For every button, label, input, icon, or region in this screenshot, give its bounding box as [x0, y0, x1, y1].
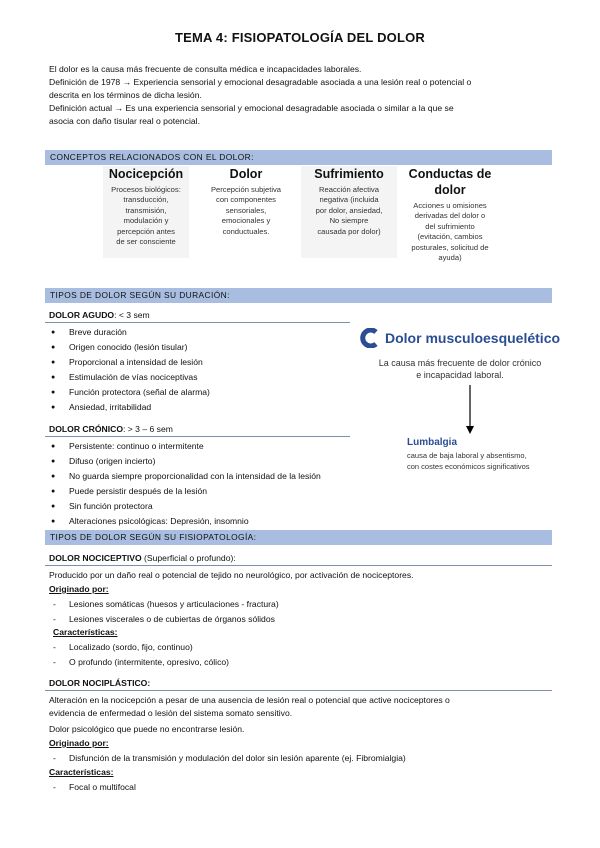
intro-line: El dolor es la causa más frecuente de consulta médica e incapacidades laborales.: [49, 64, 362, 74]
concept-line: modulación y: [123, 216, 169, 226]
concept-line: transducción,: [123, 195, 169, 205]
msk-title: Dolor musculoesquelético: [385, 330, 561, 346]
list-item: ● Persistente: continuo o intermitente: [47, 439, 321, 454]
list-item: ● Difuso (origen incierto): [47, 454, 321, 469]
concept-line: derivadas del dolor o: [414, 211, 486, 221]
nociceptive-heading-label: DOLOR NOCICEPTIVO: [49, 553, 142, 563]
list-item: ● Proporcional a intensidad de lesión: [47, 355, 210, 370]
concept-line: de ser consciente: [116, 237, 176, 247]
concept-line: (evitación, cambios: [417, 232, 483, 242]
nociplastic-origin-label: Originado por:: [49, 738, 109, 748]
concept-line: No siempre: [329, 216, 369, 226]
acute-heading: [49, 309, 150, 322]
concept-line: percepción antes: [117, 226, 175, 236]
msk-logo-icon: [360, 328, 380, 348]
nociceptive-underline: [45, 565, 552, 566]
msk-subtitle: [355, 357, 565, 381]
chronic-heading-range: : > 3 – 6 sem: [123, 424, 173, 434]
nociplastic-desc-line: evidencia de enfermedad o lesión del sistema somato sensitivo.: [49, 708, 293, 718]
nociplastic-underline: [45, 690, 552, 691]
chronic-list: [47, 439, 321, 529]
list-item: ● Breve duración: [47, 325, 210, 340]
acute-heading-label: DOLOR AGUDO: [49, 310, 115, 320]
concept-card-dolor: [198, 166, 294, 237]
section-header-duration: TIPOS DE DOLOR SEGÚN SU DURACIÓN:: [45, 288, 552, 303]
nociplastic-features-label: Características:: [49, 767, 114, 777]
concept-card-conductas: [402, 166, 498, 263]
nociceptive-origin-label: Originado por:: [49, 584, 109, 594]
chronic-underline: [45, 436, 350, 437]
acute-heading-range: : < 3 sem: [114, 310, 150, 320]
msk-subtitle-line: e incapacidad laboral.: [416, 370, 504, 380]
concept-line: conductuales.: [222, 226, 270, 236]
list-item: - Focal o multifocal: [47, 780, 136, 795]
msk-subtitle-line: La causa más frecuente de dolor crónico: [378, 358, 542, 368]
intro-line: asocia con daño tisular real o potencial.: [49, 116, 200, 126]
concept-line: negativa (incluida: [319, 195, 379, 205]
concept-line: emocionales y: [221, 216, 271, 226]
concept-line: causada por dolor): [317, 226, 381, 236]
list-item: - Localizado (sordo, fijo, continuo): [47, 640, 229, 655]
lumbalgia-line: con costes económicos significativos: [407, 461, 530, 471]
nociplastic-origin-list: [47, 751, 406, 766]
nociceptive-features-list: [47, 640, 229, 669]
nociceptive-heading-rest: (Superficial o profundo):: [141, 553, 236, 563]
concept-line: Reacción afectiva: [319, 185, 379, 194]
intro-paragraph: [49, 63, 471, 128]
list-item: - O profundo (intermitente, opresivo, cólico): [47, 655, 229, 670]
concept-card-sufrimiento: [301, 166, 397, 258]
list-item: - Lesiones somáticas (huesos y articulaciones - fractura): [47, 597, 279, 612]
concept-line: del sufrimiento: [425, 221, 475, 231]
acute-list: [47, 325, 210, 415]
list-item: - Lesiones viscerales o de cubiertas de órganos sólidos: [47, 612, 279, 627]
list-item: - Disfunción de la transmisión y modulación del dolor sin lesión aparente (ej. Fibromialgia): [47, 751, 406, 766]
concept-line: sensoriales,: [225, 205, 267, 215]
chronic-heading-label: DOLOR CRÓNICO: [49, 424, 123, 434]
concept-line: posturales, solicitud de: [411, 242, 489, 252]
concept-line: transmisión,: [125, 205, 167, 215]
concept-heading: Dolor: [229, 167, 263, 181]
intro-line: Definición actual → Es una experiencia sensorial y emocional desagradable asociada o similar a la que se: [49, 103, 454, 113]
nociplastic-desc-line: Alteración en la nocicepción a pesar de una ausencia de lesión real o potencial que active nociceptores o: [49, 695, 450, 705]
lumbalgia-line: causa de baja laboral y absentismo,: [407, 451, 527, 460]
chronic-heading: [49, 423, 173, 436]
nociceptive-origin-list: [47, 597, 279, 626]
concept-line: Percepción subjetiva: [210, 185, 282, 194]
down-arrow-icon: [465, 385, 475, 435]
lumbalgia-desc: [407, 451, 530, 472]
concept-heading-line: Conductas de: [408, 167, 492, 181]
section-header-concepts: CONCEPTOS RELACIONADOS CON EL DOLOR:: [45, 150, 552, 165]
nociplastic-note: Dolor psicológico que puede no encontrarse lesión.: [49, 724, 245, 734]
page-title: TEMA 4: FISIOPATOLOGÍA DEL DOLOR: [174, 30, 426, 45]
concept-heading-line: dolor: [434, 183, 466, 197]
concept-card-nocicepcion: [103, 166, 189, 258]
list-item: ● Origen conocido (lesión tisular): [47, 340, 210, 355]
acute-underline: [45, 322, 350, 323]
list-item: ● Alteraciones psicológicas: Depresión, insomnio: [47, 514, 321, 529]
nociceptive-features-label: Características:: [53, 627, 118, 637]
nociplastic-desc: [49, 694, 450, 720]
intro-line: Definición de 1978 → Experiencia sensorial y emocional desagradable asociada a una lesión real o potencial o: [49, 77, 472, 87]
nociplastic-heading: DOLOR NOCIPLÁSTICO:: [49, 678, 151, 688]
concept-heading: Sufrimiento: [314, 167, 384, 181]
nociceptive-heading: [49, 552, 236, 565]
concept-heading: Nocicepción: [108, 167, 184, 181]
lumbalgia-title: Lumbalgia: [407, 437, 458, 448]
concept-heading: [402, 166, 498, 198]
concept-line: con componentes: [216, 195, 276, 205]
list-item: ● Puede persistir después de la lesión: [47, 484, 321, 499]
nociceptive-desc: Producido por un daño real o potencial de tejido no neurológico, por activación de nociceptores.: [49, 570, 414, 580]
section-header-pathophysiology: TIPOS DE DOLOR SEGÚN SU FISIOPATOLOGÍA:: [45, 530, 552, 545]
list-item: ● Estimulación de vías nociceptivas: [47, 370, 210, 385]
concept-line: Acciones u omisiones: [413, 201, 487, 210]
intro-line: descrita en los términos de dicha lesión.: [49, 90, 202, 100]
concept-line: Procesos biológicos:: [111, 185, 181, 194]
list-item: ● Función protectora (señal de alarma): [47, 385, 210, 400]
list-item: ● No guarda siempre proporcionalidad con la intensidad de la lesión: [47, 469, 321, 484]
list-item: ● Sin función protectora: [47, 499, 321, 514]
concept-line: ayuda): [438, 253, 462, 263]
list-item: ● Ansiedad, irritabilidad: [47, 400, 210, 415]
nociplastic-features-list: [47, 780, 136, 795]
concept-line: por dolor, ansiedad,: [315, 205, 383, 215]
